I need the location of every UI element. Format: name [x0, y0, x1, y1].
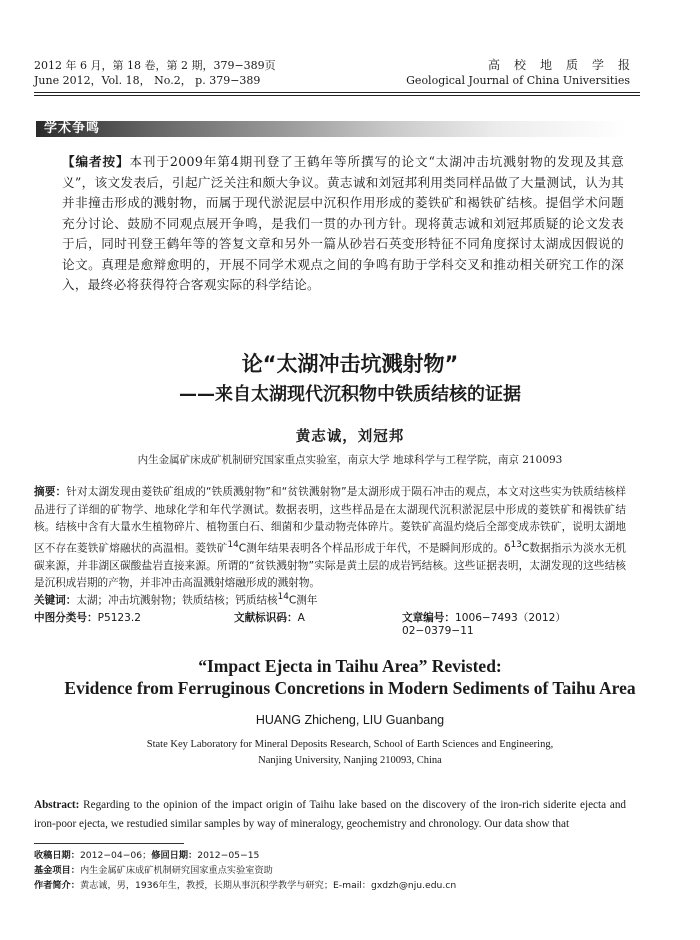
document-code: 文献标识码：A — [234, 612, 305, 624]
journal-name-en: Geological Journal of China Universities — [406, 74, 630, 87]
abstract-en-label: Abstract: — [34, 799, 80, 811]
paper-subtitle-cn: ——来自太湖现代沉积物中铁质结核的证据 — [179, 384, 521, 405]
abstract-cn-label: 摘要： — [34, 486, 67, 498]
clc-number: 中图分类号：P5123.2 — [34, 612, 142, 624]
citation-cn: 2012 年 6 月，第 18 卷，第 2 期，379−389页 — [34, 59, 276, 72]
affiliation-en-line2: Nanjing University, Nanjing 210093, China — [258, 755, 442, 766]
abstract-cn — [34, 484, 626, 593]
affiliation-en-line1: State Key Laboratory for Mineral Deposits Research, School of Earth Sciences and Engineering, — [146, 739, 554, 750]
journal-name-cn: 高校地质学报 — [487, 58, 644, 72]
keywords-superscript: 14 — [277, 592, 289, 602]
footnote-author: 作者简介：黄志诚，男，1936年生，教授，长期从事沉积学教学与研究；E-mail：gxdzh@nju.edu.cn — [34, 880, 457, 891]
paper-title-en-line2: Evidence from Ferruginous Concretions in Modern Sediments of Taihu Area — [64, 678, 636, 698]
article-number: 文章编号：1006−7493（2012）02−0379−11 — [402, 612, 566, 637]
footnote-dates: 收稿日期：2012−04−06；修回日期：2012−05−15 — [34, 850, 260, 861]
authors-cn: 黄志诚，刘冠邦 — [295, 428, 405, 445]
abstract-cn-text: 针对太湖发现由菱铁矿组成的“铁质溅射物”和“贫铁溅射物”是太湖形成于陨石冲击的观点，本文对这些实为铁质结核样品进行了详细的矿物学、地球化学和年代学测试。数据表明，这些样品是在太湖现代沉积淤泥层中形成的菱铁矿和褐铁矿结核。结核中含有大量水生植物碎片、植物蛋白石、细菌和少量动物壳体碎片。菱铁矿高温灼烧后全部变成赤铁矿，说明太湖地区不存在菱铁矿熔融状的高温相。菱铁矿 — [34, 486, 627, 555]
paper-title-en-line1: “Impact Ejecta in Taihu Area” Revisted: — [198, 656, 502, 676]
footnote-fund: 基金项目：内生金属矿床成矿机制研究国家重点实验室资助 — [34, 865, 273, 876]
keywords-tail: C测年 — [288, 594, 318, 607]
paper-title-en — [0, 655, 700, 699]
abstract-en-text: Regarding to the opinion of the impact origin of Taihu lake based on the discovery of the iron-rich siderite ejecta and iron-poor ejecta, we restudied similar samples by way of mineralogy, geochemistry and chronology. Our data show that — [34, 799, 627, 830]
abstract-cn-text-3: C数据指示为淡水无机碳来源，并非湖区碳酸盐岩直接来源。所谓的“贫铁溅射物”实际是黄土层的成岩钙结核。这些证据表明，太湖发现的这些结核是沉积成岩期的产物，并非冲击高温溅射熔融形成的溅射物。 — [34, 542, 626, 590]
citation-en: June 2012，Vol. 18， No.2， p. 379−389 — [34, 74, 261, 87]
editor-note-text: 本刊于2009年第4期刊登了王鹤年等所撰写的论文“太湖冲击坑溅射物的发现及其意义”，该文发表后，引起广泛关注和颇大争议。黄志诚和刘冠邦利用类同样品做了大量测试，认为其并非撞击形成的溅射物，而属于现代淤泥层中沉积作用形成的菱铁矿和褐铁矿结核。提倡学术问题充分讨论、鼓励不同观点展开争鸣，是我们一贯的办刊方针。现将黄志诚和刘冠邦质疑的论文发表于后，同时刊登王鹤年等的答复文章和另外一篇从砂岩石英变形特征不同角度探讨太湖成因假说的论文。真理是愈辩愈明的，开展不同学术观点之间的争鸣有助于学科交叉和推动相关研究工作的深入，最终必将获得符合客观实际的科学结论。 — [62, 154, 624, 292]
footnote-rule — [34, 843, 184, 844]
affiliation-en — [0, 737, 700, 769]
keywords-text: 太湖；冲击坑溅射物；铁质结核；钙质结核 — [76, 594, 278, 607]
keywords-cn — [34, 592, 626, 608]
header-rule-thin — [34, 95, 640, 96]
section-banner — [36, 121, 628, 137]
c14-superscript: 14 — [227, 539, 239, 550]
editor-note — [62, 152, 624, 296]
authors-en: HUANG Zhicheng, LIU Guanbang — [255, 713, 445, 727]
abstract-en — [34, 796, 626, 834]
keywords-label: 关键词： — [34, 594, 77, 607]
abstract-cn-text-2: C测年结果表明各个样品形成于年代，不是瞬间形成的。δ — [238, 542, 511, 555]
section-banner-label: 学术争鸣 — [44, 121, 101, 136]
c13-superscript: 13 — [510, 539, 522, 550]
editor-note-label: 【编者按】 — [62, 154, 130, 169]
affiliation-cn: 内生金属矿床成矿机制研究国家重点实验室，南京大学 地球科学与工程学院，南京 210093 — [137, 454, 563, 466]
paper-title-cn: 论“太湖冲击坑溅射物” — [241, 352, 459, 376]
citation-header — [34, 58, 276, 88]
header-rule — [34, 92, 640, 93]
journal-header — [406, 58, 644, 88]
footnotes — [34, 848, 634, 893]
